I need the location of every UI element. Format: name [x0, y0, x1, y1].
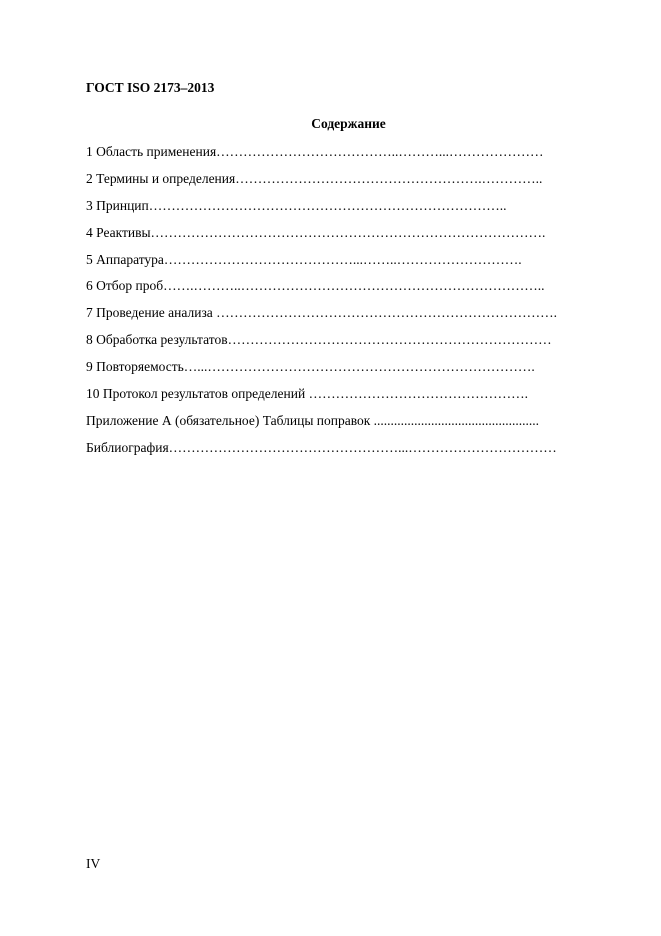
toc-entry-text: Приложение А (обязательное) Таблицы поправок ................................................. [86, 412, 540, 428]
toc-entry-4 [86, 224, 616, 251]
toc-entry-10 [86, 385, 616, 412]
toc-entry-text: 4 Реактивы……………………………………………………………………………. [86, 224, 546, 240]
toc-entry-text: 8 Обработка результатов……………………………………………………………… [86, 332, 552, 348]
toc-entry-text: 5 Аппаратура……………………………………...……..………………………. [86, 251, 522, 267]
toc-entry-text: 7 Проведение анализа …………………………………………………………………. [86, 305, 558, 321]
toc-entry-6 [86, 277, 616, 304]
toc-entry-text: 2 Термины и определения……………………………………………….………….. [86, 170, 543, 186]
toc-entry-text: 10 Протокол результатов определений …………………………………………. [86, 386, 528, 402]
toc-entry-9 [86, 358, 616, 385]
toc-entry-7 [86, 304, 616, 331]
document-code: ГОСТ ISO 2173–2013 [86, 80, 215, 95]
toc-entry-bibliography [86, 439, 616, 466]
toc-entry-text: 9 Повторяемость…...………………………………………………………………. [86, 359, 535, 375]
page-number: IV [86, 856, 101, 871]
toc-entry-text: 6 Отбор проб…….………..………………………………………………………….. [86, 278, 545, 294]
toc-entry-5 [86, 251, 616, 278]
table-of-contents [86, 143, 616, 466]
toc-title: Содержание [311, 116, 386, 131]
toc-entry-text: 1 Область применения…………………………………..………...………………… [86, 144, 544, 159]
toc-entry-text: 3 Принцип…………………………………………………………………….. [86, 197, 507, 213]
toc-entry-8 [86, 331, 616, 358]
toc-entry-text: Библиография……………………………………………...…………………………… [86, 439, 557, 455]
toc-entry-2 [86, 170, 616, 197]
toc-entry-1 [86, 143, 616, 170]
toc-entry-3 [86, 197, 616, 224]
toc-entry-appendix-a [86, 412, 616, 439]
